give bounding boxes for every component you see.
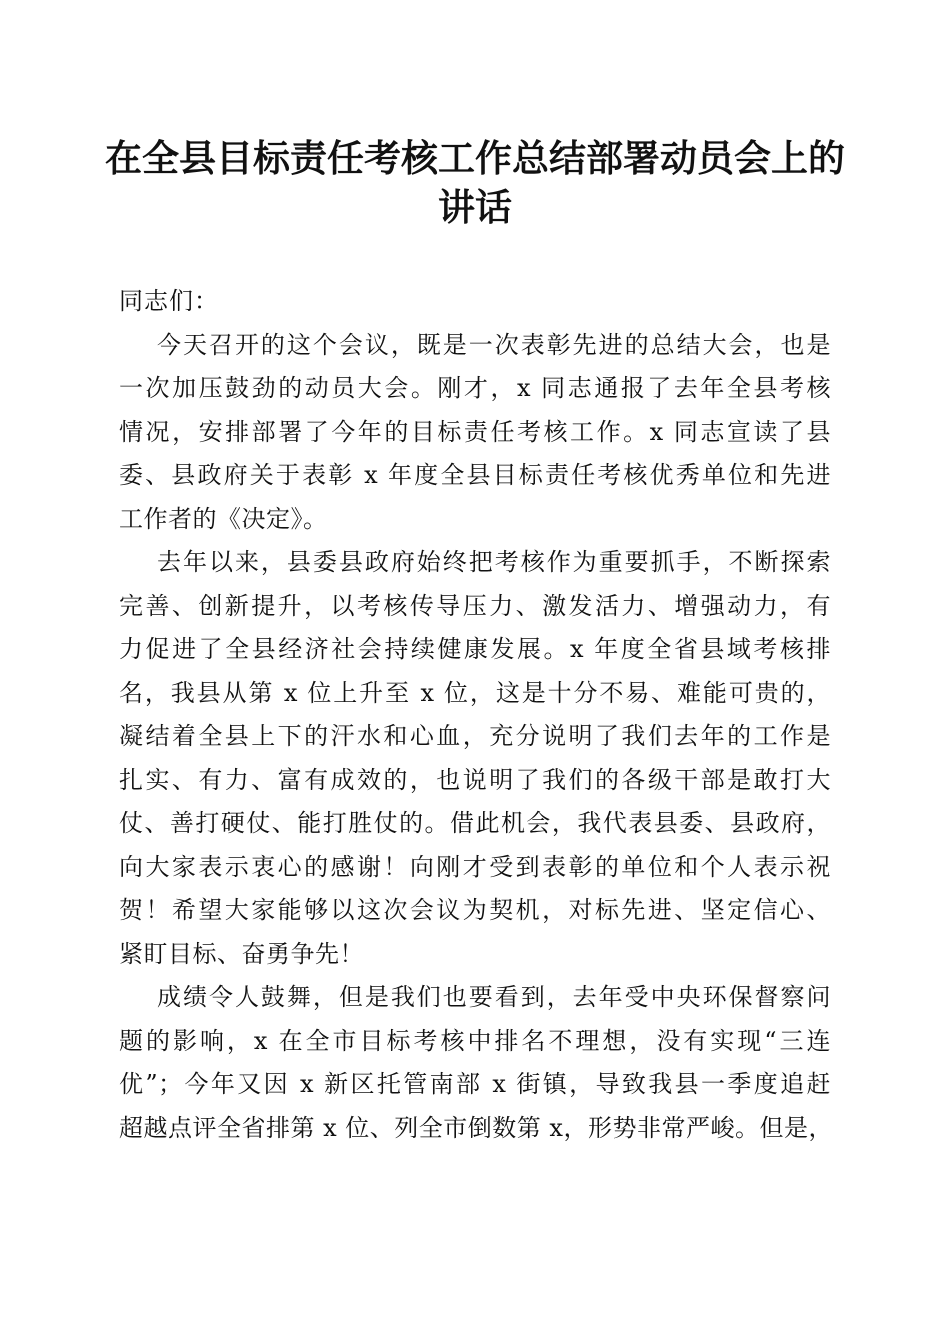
paragraph-line: 超越点评全省排第 x 位、列全市倒数第 x，形势非常严峻。但是，: [119, 1113, 833, 1142]
paragraph-line: 今天召开的这个会议，既是一次表彰先进的总结大会，也是: [157, 330, 831, 359]
title-line: 讲话: [438, 185, 512, 229]
paragraph-line: 紧盯目标、奋勇争先！: [119, 939, 364, 968]
title-line: 在全县目标责任考核工作总结部署动员会上的: [105, 136, 845, 180]
paragraph-3: [119, 976, 831, 1150]
document-body: [119, 280, 831, 1150]
paragraph-line: 题的影响，x 在全市目标考核中排名不理想，没有实现“三连: [119, 1026, 831, 1055]
paragraph-line: 仗、善打硬仗、能打胜仗的。借此机会，我代表县委、县政府，: [119, 809, 831, 837]
paragraph-line: 向大家表示衷心的感谢！向刚才受到表彰的单位和个人表示祝: [119, 852, 831, 881]
salutation: 同志们：: [119, 287, 219, 315]
paragraph-line: 委、县政府关于表彰 x 年度全县目标责任考核优秀单位和先进: [119, 461, 831, 489]
paragraph-line: 扎实、有力、富有成效的，也说明了我们的各级干部是敢打大: [119, 765, 831, 794]
paragraph-line: 名，我县从第 x 位上升至 x 位，这是十分不易、难能可贵的，: [119, 678, 831, 707]
paragraph-line: 优”；今年又因 x 新区托管南部 x 街镇，导致我县一季度追赶: [119, 1070, 831, 1098]
paragraph-line: 一次加压鼓劲的动员大会。刚才，x 同志通报了去年全县考核: [119, 374, 831, 402]
paragraph-line: 凝结着全县上下的汗水和心血，充分说明了我们去年的工作是: [119, 722, 831, 750]
paragraph-line: 去年以来，县委县政府始终把考核作为重要抓手，不断探索: [157, 548, 831, 576]
paragraph-line: 贺！希望大家能够以这次会议为契机，对标先进、坚定信心、: [119, 896, 831, 924]
paragraph-line: 情况，安排部署了今年的目标责任考核工作。x 同志宣读了县: [119, 417, 831, 446]
paragraph-2: [119, 541, 831, 976]
paragraph-line: 力促进了全县经济社会持续健康发展。x 年度全省县域考核排: [119, 635, 831, 663]
paragraph-line: 完善、创新提升，以考核传导压力、激发活力、增强动力，有: [119, 591, 831, 620]
paragraph-line: 成绩令人鼓舞，但是我们也要看到，去年受中央环保督察问: [157, 983, 831, 1011]
document-title: [100, 134, 850, 232]
paragraph-1: [119, 324, 831, 542]
paragraph-line: 工作者的《决定》。: [119, 504, 328, 533]
